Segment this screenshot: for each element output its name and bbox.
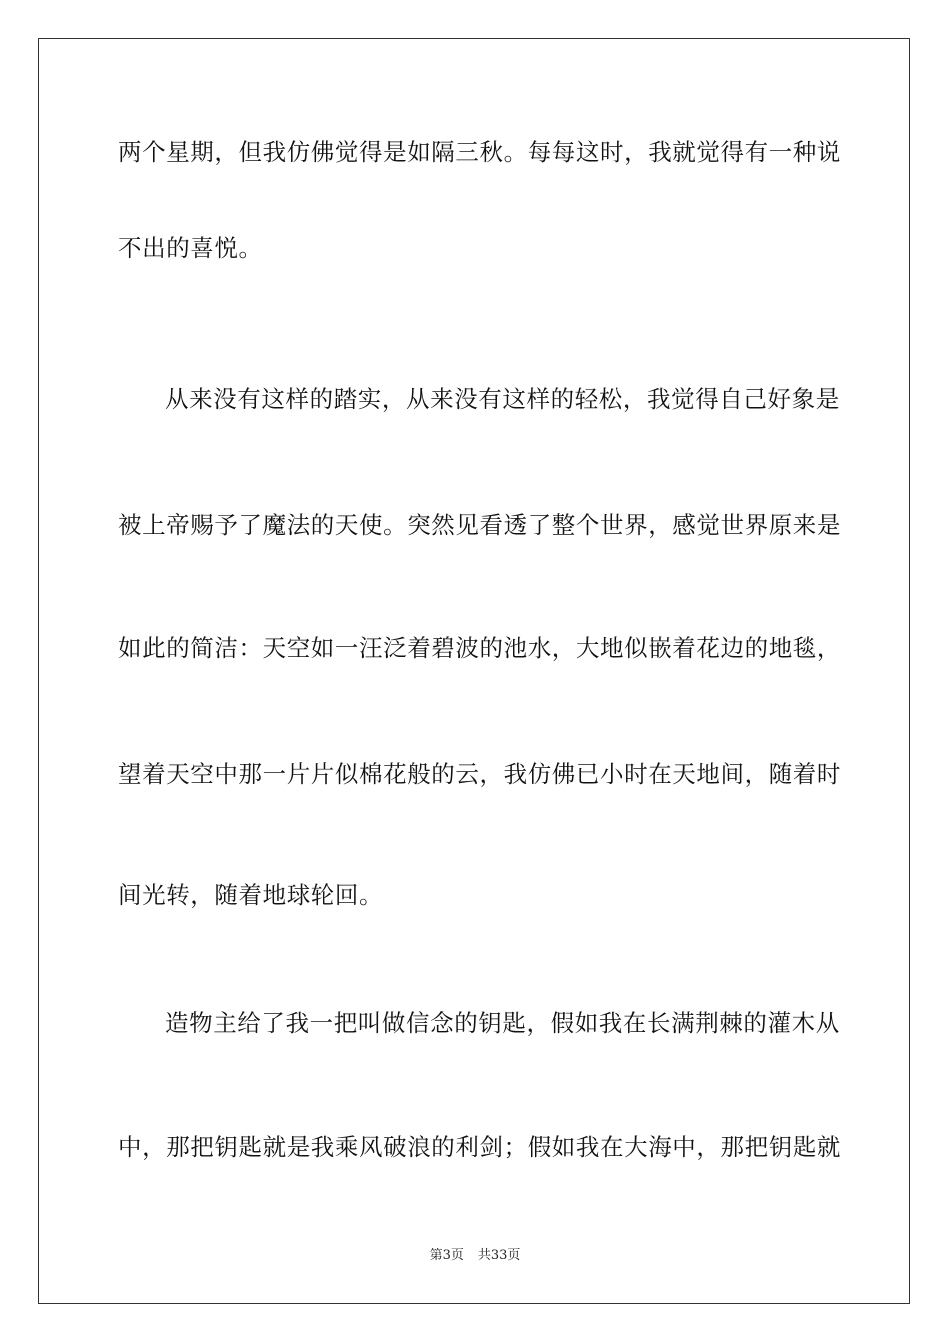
paragraph-line: 中，那把钥匙就是我乘风破浪的利剑；假如我在大海中，那把钥匙就	[118, 1133, 841, 1161]
page-border	[38, 38, 910, 1304]
page-number: 第3页	[429, 1248, 464, 1263]
paragraph-line: 望着天空中那一片片似棉花般的云，我仿佛已小时在天地间，随着时	[118, 760, 841, 788]
paragraph-line: 间光转，随着地球轮回。	[118, 881, 384, 909]
page-footer	[0, 1247, 950, 1265]
paragraph-line: 造物主给了我一把叫做信念的钥匙，假如我在长满荆棘的灌木从	[165, 1009, 840, 1037]
paragraph-line: 不出的喜悦。	[118, 234, 263, 262]
paragraph-line: 两个星期，但我仿佛觉得是如隔三秋。每每这时，我就觉得有一种说	[118, 138, 841, 166]
paragraph-line: 从来没有这样的踏实，从来没有这样的轻松，我觉得自己好象是	[165, 385, 840, 413]
page-total: 共33页	[477, 1248, 521, 1263]
paragraph-line: 如此的简洁：天空如一汪泛着碧波的池水，大地似嵌着花边的地毯，	[118, 634, 841, 662]
paragraph-line: 被上帝赐予了魔法的天使。突然见看透了整个世界，感觉世界原来是	[118, 511, 841, 539]
